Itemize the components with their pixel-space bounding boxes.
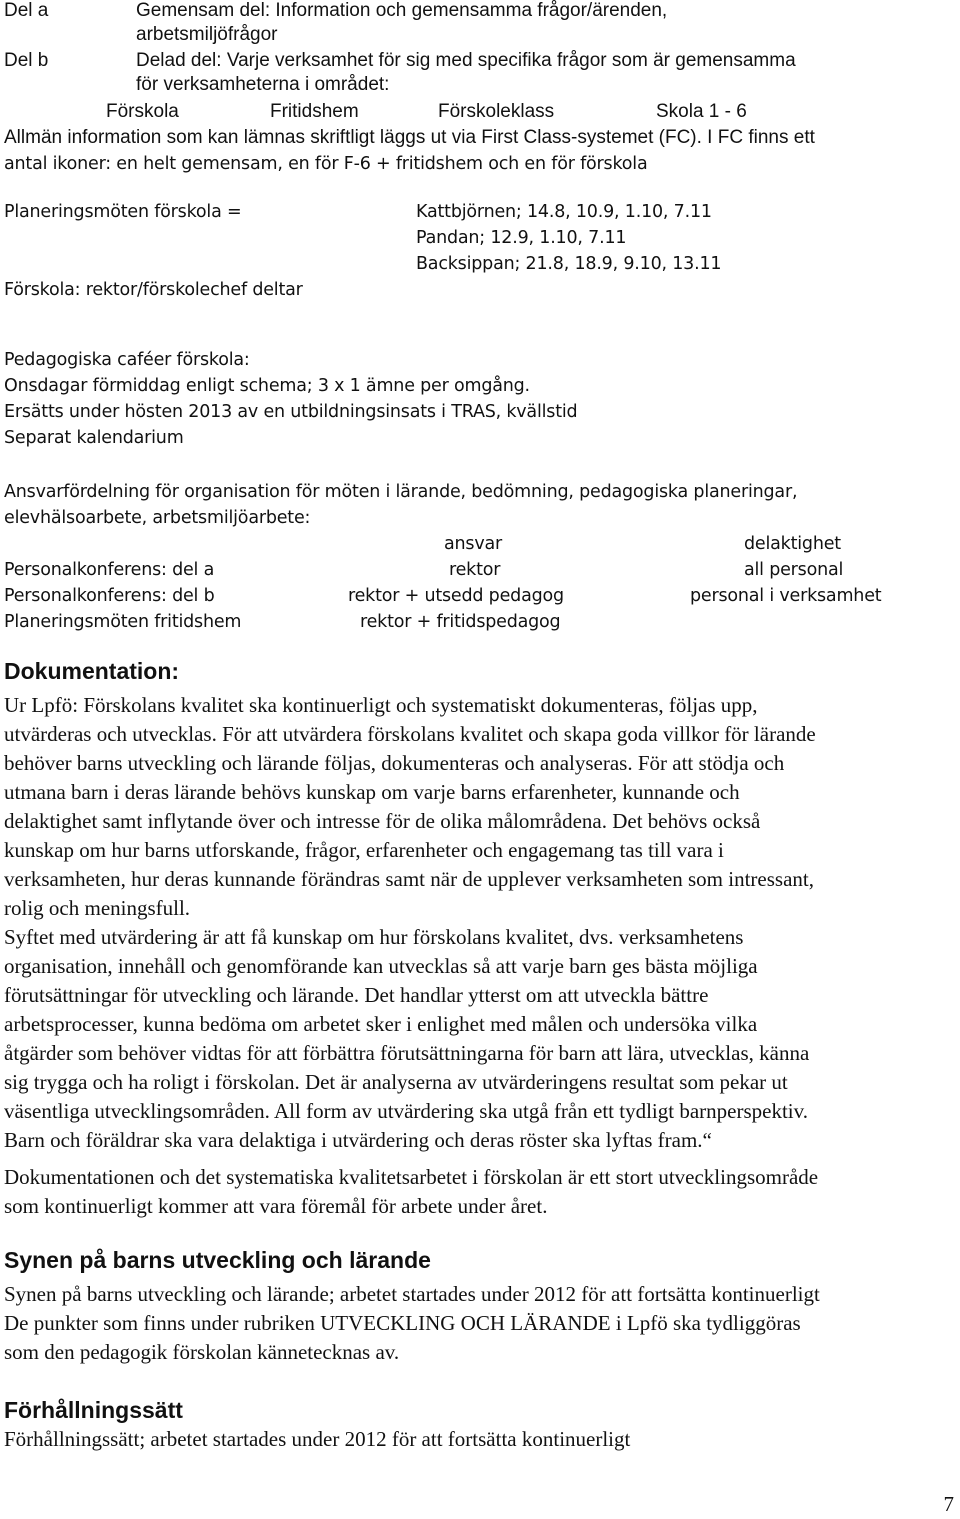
paragraph-line: sig trygga och ha roligt i förskolan. Det är analyserna av utvärderingens resultat som pekar ut <box>4 1070 788 1094</box>
table-row-participation: personal i verksamhet <box>690 586 882 606</box>
paragraph-line: De punkter som finns under rubriken UTVECKLING OCH LÄRANDE i Lpfö ska tydliggöras <box>4 1311 801 1335</box>
paragraph-line: organisation, innehåll och genomförande kan utvecklas så att varje barn ges bästa möjliga <box>4 954 758 978</box>
planning-date: Kattbjörnen; 14.8, 10.9, 1.10, 7.11 <box>416 202 712 222</box>
planning-date: Pandan; 12.9, 1.10, 7.11 <box>416 228 627 248</box>
planning-label: Planeringsmöten förskola = <box>4 202 242 222</box>
table-row-meeting: Personalkonferens: del a <box>4 560 215 580</box>
info-line: Allmän information som kan lämnas skriftligt läggs ut via First Class-systemet (FC). I FC finns ett <box>4 127 815 148</box>
cafe-heading: Pedagogiska caféer förskola: <box>4 350 250 370</box>
unit-forskola: Förskola <box>106 101 179 122</box>
paragraph-line: rolig och meningsfull. <box>4 896 191 920</box>
table-row-participation: all personal <box>744 560 844 580</box>
table-row-meeting: Planeringsmöten fritidshem <box>4 612 242 632</box>
paragraph-line: väsentliga utvecklingsområden. All form av utvärdering ska utgå från ett tydligt barnperspektiv. <box>4 1099 808 1123</box>
cafe-line: Onsdagar förmiddag enligt schema; 3 x 1 ämne per omgång. <box>4 376 530 396</box>
unit-skola: Skola 1 - 6 <box>656 101 747 122</box>
paragraph-line: Barn och föräldrar ska vara delaktiga i utvärdering och deras röster ska lyftas fram.“ <box>4 1128 712 1152</box>
paragraph-line: Ur Lpfö: Förskolans kvalitet ska kontinuerligt och systematiskt dokumenteras, följas upp, <box>4 693 758 717</box>
del-b-label: Del b <box>4 50 49 71</box>
table-row-responsible: rektor + fritidspedagog <box>360 612 561 632</box>
paragraph-line: verksamheten, hur deras kunnande förändras samt när de upplever verksamheten som intressant, <box>4 867 814 891</box>
approach-heading: Förhållningssätt <box>4 1397 183 1423</box>
cafe-line: Ersätts under hösten 2013 av en utbildningsinsats i TRAS, kvällstid <box>4 402 578 422</box>
documentation-heading: Dokumentation: <box>4 658 180 684</box>
info-line-cont: antal ikoner: en helt gemensam, en för F-6 + fritidshem och en för förskola <box>4 154 648 174</box>
paragraph-line: förutsättningar för utveckling och lärande. Det handlar ytterst om att utveckla bättre <box>4 983 709 1007</box>
approach-paragraph <box>4 1425 956 1454</box>
column-header-participation: delaktighet <box>744 534 841 554</box>
paragraph-line: Synen på barns utveckling och lärande; arbetet startades under 2012 för att fortsätta kontinuerligt <box>4 1282 820 1306</box>
table-row-responsible: rektor <box>449 560 501 580</box>
paragraph-line: utvärderas och utvecklas. För att utvärdera förskolans kvalitet och skapa goda villkor för lärande <box>4 722 816 746</box>
table-row-meeting: Personalkonferens: del b <box>4 586 215 606</box>
paragraph-line: behöver barns utveckling och lärande följas, dokumenteras och analyseras. För att stödja och <box>4 751 785 775</box>
del-a-text-cont: arbetsmiljöfrågor <box>136 24 278 45</box>
paragraph-line: Förhållningssätt; arbetet startades under 2012 för att fortsätta kontinuerligt <box>4 1427 631 1451</box>
paragraph-line: kunskap om hur barns utforskande, frågor, erfarenheter och engagemang tas till vara i <box>4 838 724 862</box>
documentation-paragraph <box>4 691 956 1155</box>
del-a-text: Gemensam del: Information och gemensamma frågor/ärenden, <box>136 0 668 21</box>
del-b-text: Delad del: Varje verksamhet för sig med specifika frågor som är gemensamma <box>136 50 796 71</box>
responsibility-intro-cont: elevhälsoarbete, arbetsmiljöarbete: <box>4 508 311 528</box>
paragraph-line: utmana barn i deras lärande behövs kunskap om varje barns erfarenheter, kunnande och <box>4 780 740 804</box>
column-header-responsible: ansvar <box>444 534 503 554</box>
documentation-paragraph-2 <box>4 1163 956 1221</box>
paragraph-line: Syftet med utvärdering är att få kunskap om hur förskolans kvalitet, dvs. verksamhetens <box>4 925 744 949</box>
unit-fritidshem: Fritidshem <box>270 101 359 122</box>
responsibility-intro: Ansvarfördelning för organisation för möten i lärande, bedömning, pedagogiska planeringar, <box>4 482 798 502</box>
paragraph-line: Dokumentationen och det systematiska kvalitetsarbetet i förskolan är ett stort utvecklingsområde <box>4 1165 819 1189</box>
del-b-text-cont: för verksamheterna i området: <box>136 74 390 95</box>
paragraph-line: arbetsprocesser, kunna bedöma om arbetet sker i enlighet med målen och undersöka vilka <box>4 1012 758 1036</box>
page-number: 7 <box>943 1492 954 1516</box>
development-heading: Synen på barns utveckling och lärande <box>4 1247 431 1273</box>
paragraph-line: delaktighet samt inflytande över och intresse för de olika målområdena. Det behövs också <box>4 809 761 833</box>
cafe-line: Separat kalendarium <box>4 428 184 448</box>
planning-date: Backsippan; 21.8, 18.9, 9.10, 13.11 <box>416 254 722 274</box>
paragraph-line: som den pedagogik förskolan kännetecknas av. <box>4 1340 400 1364</box>
paragraph-line: åtgärder som behöver vidtas för att förbättra förutsättningarna för barn att lära, utvecklas, känna <box>4 1041 810 1065</box>
del-a-label: Del a <box>4 0 49 21</box>
development-paragraph <box>4 1280 956 1367</box>
planning-note: Förskola: rektor/förskolechef deltar <box>4 280 303 300</box>
paragraph-line: som kontinuerligt kommer att vara föremål för arbete under året. <box>4 1194 548 1218</box>
table-row-responsible: rektor + utsedd pedagog <box>348 586 564 606</box>
unit-forskoleklass: Förskoleklass <box>438 101 555 122</box>
